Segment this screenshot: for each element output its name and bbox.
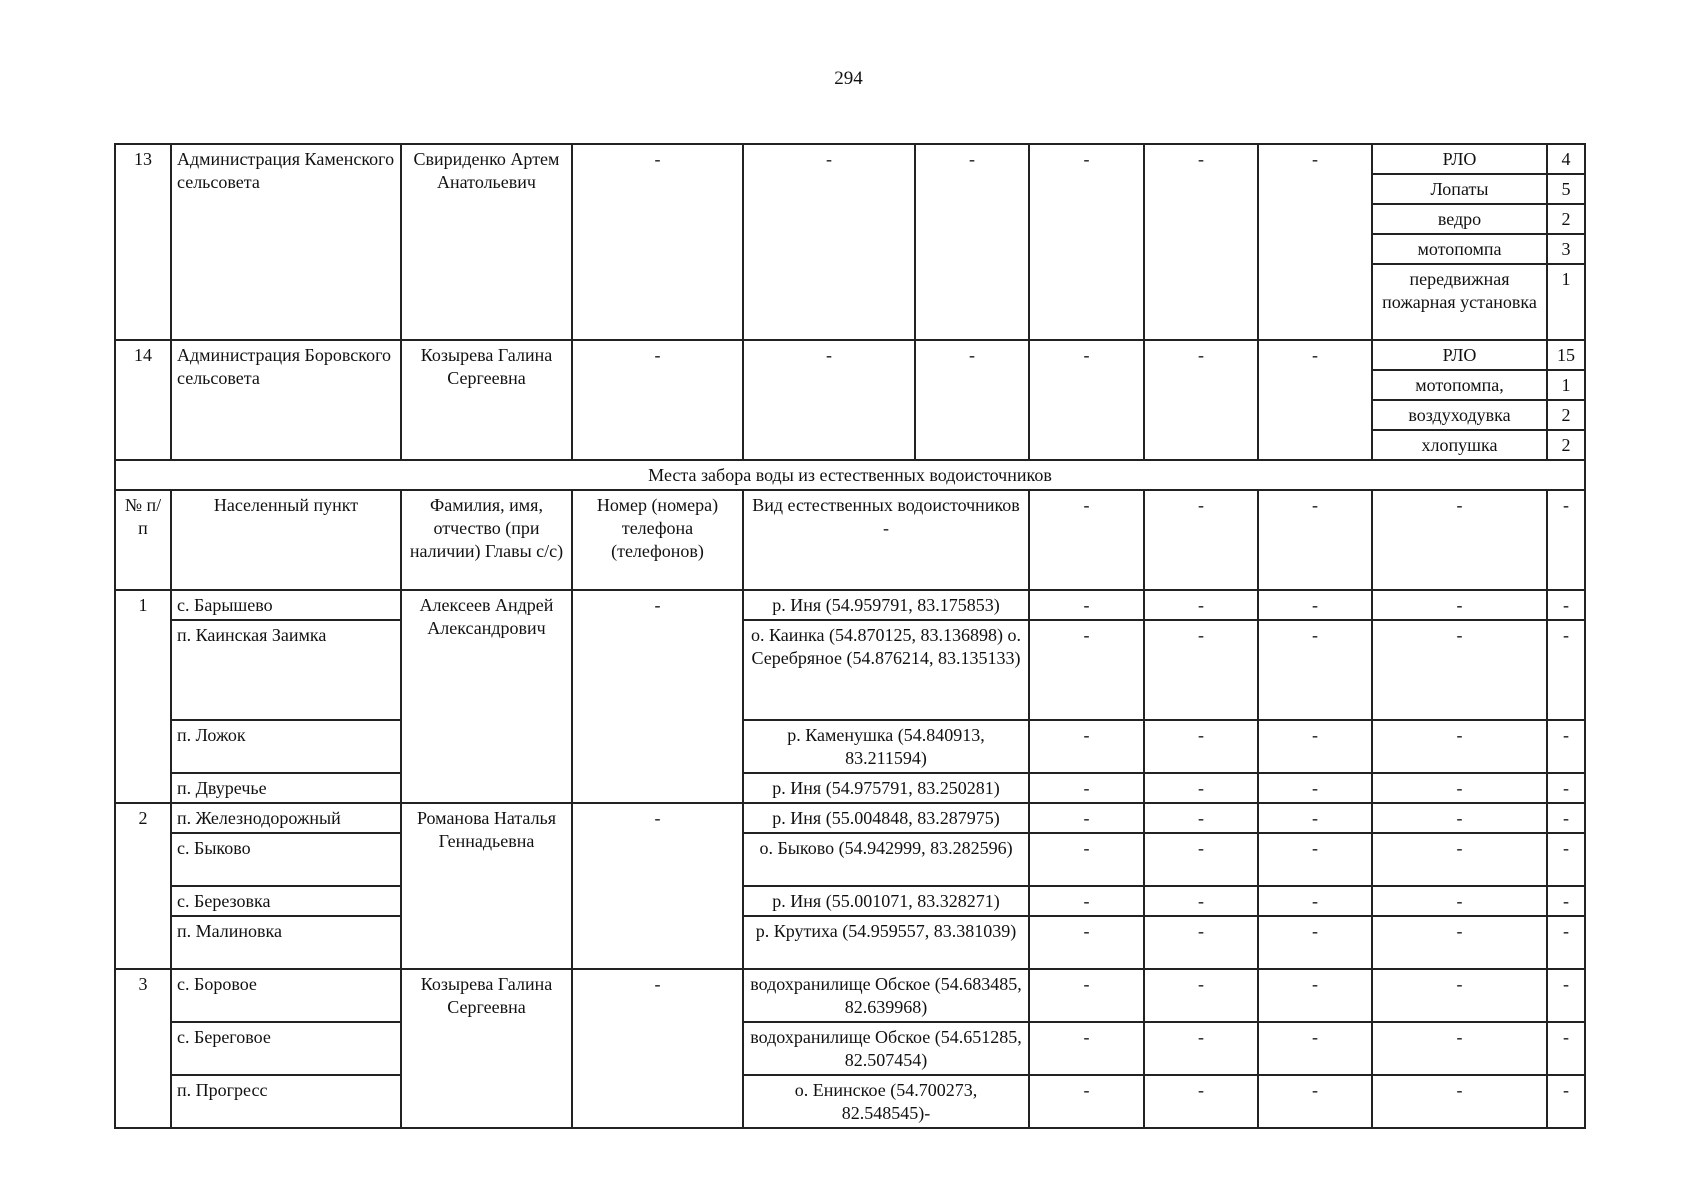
equipment-name: мотопомпа [1372,234,1547,264]
water-source: о. Каинка (54.870125, 83.136898) о. Серебряное (54.876214, 83.135133) [743,620,1029,720]
dash-cell: - [1258,720,1372,773]
dash-cell: - [1547,1022,1585,1075]
water-source: р. Крутиха (54.959557, 83.381039) [743,916,1029,969]
water-source: р. Иня (54.959791, 83.175853) [743,590,1029,620]
dash-cell: - [1258,1022,1372,1075]
dash-cell: - [1258,340,1372,460]
row-number: 14 [115,340,171,460]
dash-cell: - [1029,969,1144,1022]
settlement-name: с. Барышево [171,590,401,620]
dash-cell: - [1372,833,1547,886]
dash-cell: - [1372,803,1547,833]
header-head: Фамилия, имя, отчество (при наличии) Главы с/с) [401,490,572,590]
equipment-name: мотопомпа, [1372,370,1547,400]
header-water-source-label: Вид естественных водоисточников [752,495,1020,515]
dash-cell: - [1144,590,1258,620]
equipment-name: хлопушка [1372,430,1547,460]
table-row [115,1022,1585,1075]
settlement-name: с. Береговое [171,1022,401,1075]
dash-cell: - [1258,1075,1372,1128]
equipment-name: передвижная пожарная установка [1372,264,1547,340]
water-source: о. Быково (54.942999, 83.282596) [743,833,1029,886]
settlement-name: п. Железнодорожный [171,803,401,833]
equipment-qty: 1 [1547,264,1585,340]
organization-name: Администрация Боровского сельсовета [171,340,401,460]
dash-cell: - [1372,720,1547,773]
dash-cell: - [1029,886,1144,916]
dash-cell: - [1547,773,1585,803]
phone-cell: - [572,590,743,803]
dash-cell: - [1547,1075,1585,1128]
dash-cell: - [1144,773,1258,803]
settlement-name: с. Быково [171,833,401,886]
water-source: водохранилище Обское (54.683485, 82.639968) [743,969,1029,1022]
phone-cell: - [572,803,743,969]
dash-cell: - [1144,340,1258,460]
page-number: 294 [834,68,863,89]
dash-cell: - [1258,833,1372,886]
dash-cell: - [1029,833,1144,886]
settlement-name: п. Прогресс [171,1075,401,1128]
dash-cell: - [1258,916,1372,969]
table-row [115,340,1585,370]
dash-cell: - [743,144,915,340]
head-name: Козырева Галина Сергеевна [401,969,572,1128]
dash-cell: - [572,144,743,340]
dash-cell: - [1547,720,1585,773]
head-name: Алексеев Андрей Александрович [401,590,572,803]
dash-cell: - [1029,620,1144,720]
equipment-name: Лопаты [1372,174,1547,204]
dash-cell: - [1144,916,1258,969]
document-table [114,143,1586,1129]
group-number: 1 [115,590,171,803]
equipment-qty: 2 [1547,430,1585,460]
water-source: о. Енинское (54.700273, 82.548545)- [743,1075,1029,1128]
dash-cell: - [915,144,1029,340]
dash-cell: - [1144,720,1258,773]
header-settlement: Населенный пункт [171,490,401,590]
dash-cell: - [1372,490,1547,590]
dash-cell: - [1547,969,1585,1022]
equipment-qty: 2 [1547,400,1585,430]
dash-cell: - [1144,490,1258,590]
dash-cell: - [1372,969,1547,1022]
dash-cell: - [1029,490,1144,590]
table-row [115,969,1585,1022]
dash-cell: - [1144,1075,1258,1128]
dash-cell: - [1547,490,1585,590]
dash-cell: - [1258,490,1372,590]
dash-cell: - [1144,833,1258,886]
water-source: р. Иня (55.004848, 83.287975) [743,803,1029,833]
dash-cell: - [1258,773,1372,803]
dash-cell: - [1029,1022,1144,1075]
equipment-qty: 1 [1547,370,1585,400]
dash-cell: - [1547,590,1585,620]
header-phone: Номер (номера) телефона (телефонов) [572,490,743,590]
settlement-name: п. Каинская Заимка [171,620,401,720]
settlement-name: с. Березовка [171,886,401,916]
dash-cell: - [1372,1022,1547,1075]
settlement-name: п. Малиновка [171,916,401,969]
equipment-qty: 15 [1547,340,1585,370]
equipment-qty: 5 [1547,174,1585,204]
dash-cell: - [1029,340,1144,460]
dash-cell: - [1144,803,1258,833]
equipment-qty: 3 [1547,234,1585,264]
table-row [115,773,1585,803]
dash-cell: - [1372,620,1547,720]
group-number: 2 [115,803,171,969]
equipment-name: ведро [1372,204,1547,234]
head-name: Козырева Галина Сергеевна [401,340,572,460]
dash-cell: - [1258,144,1372,340]
dash-cell: - [1029,916,1144,969]
dash-cell: - [1029,144,1144,340]
table-row [115,1075,1585,1128]
water-source: р. Иня (54.975791, 83.250281) [743,773,1029,803]
dash-cell: - [1144,969,1258,1022]
dash-cell: - [1547,886,1585,916]
water-source: р. Каменушка (54.840913, 83.211594) [743,720,1029,773]
table-row [115,916,1585,969]
head-name: Романова Наталья Геннадьевна [401,803,572,969]
dash-cell: - [1372,916,1547,969]
equipment-name: РЛО [1372,340,1547,370]
dash-cell: - [1547,916,1585,969]
settlement-name: п. Двуречье [171,773,401,803]
table-row [115,803,1585,833]
phone-cell: - [572,969,743,1128]
water-source: р. Иня (55.001071, 83.328271) [743,886,1029,916]
dash-cell: - [1029,720,1144,773]
water-source: водохранилище Обское (54.651285, 82.507454) [743,1022,1029,1075]
header-water-source [743,490,1029,590]
dash-cell: - [1258,620,1372,720]
equipment-name: РЛО [1372,144,1547,174]
dash-cell: - [1144,1022,1258,1075]
table-row [115,144,1585,174]
group-number: 3 [115,969,171,1128]
dash-cell: - [1144,886,1258,916]
dash-cell: - [1029,803,1144,833]
dash-cell: - [1258,590,1372,620]
head-name: Свириденко Артем Анатольевич [401,144,572,340]
dash-cell: - [572,340,743,460]
dash-cell: - [1372,1075,1547,1128]
table-row [115,720,1585,773]
dash-cell: - [1547,803,1585,833]
dash-cell: - [1372,590,1547,620]
row-number: 13 [115,144,171,340]
table-row [115,620,1585,720]
table-row [115,886,1585,916]
header-number: № п/п [115,490,171,590]
dash-cell: - [1258,803,1372,833]
section-title: Места забора воды из естественных водоисточников [115,460,1585,490]
dash-cell: - [1029,590,1144,620]
dash-cell: - [1144,620,1258,720]
dash-cell: - [1258,969,1372,1022]
section-header-row [115,490,1585,590]
dash-cell: - [1372,773,1547,803]
dash-cell: - [915,340,1029,460]
organization-name: Администрация Каменского сельсовета [171,144,401,340]
dash-cell: - [1547,833,1585,886]
equipment-qty: 2 [1547,204,1585,234]
equipment-name: воздуходувка [1372,400,1547,430]
dash-cell: - [1547,620,1585,720]
settlement-name: п. Ложок [171,720,401,773]
section-title-row [115,460,1585,490]
settlement-name: с. Боровое [171,969,401,1022]
table-row [115,833,1585,886]
dash-cell: - [1029,1075,1144,1128]
table-row [115,590,1585,620]
dash-cell: - [743,340,915,460]
header-water-source-dash: - [883,518,889,538]
dash-cell: - [1372,886,1547,916]
dash-cell: - [1029,773,1144,803]
dash-cell: - [1258,886,1372,916]
dash-cell: - [1144,144,1258,340]
equipment-qty: 4 [1547,144,1585,174]
